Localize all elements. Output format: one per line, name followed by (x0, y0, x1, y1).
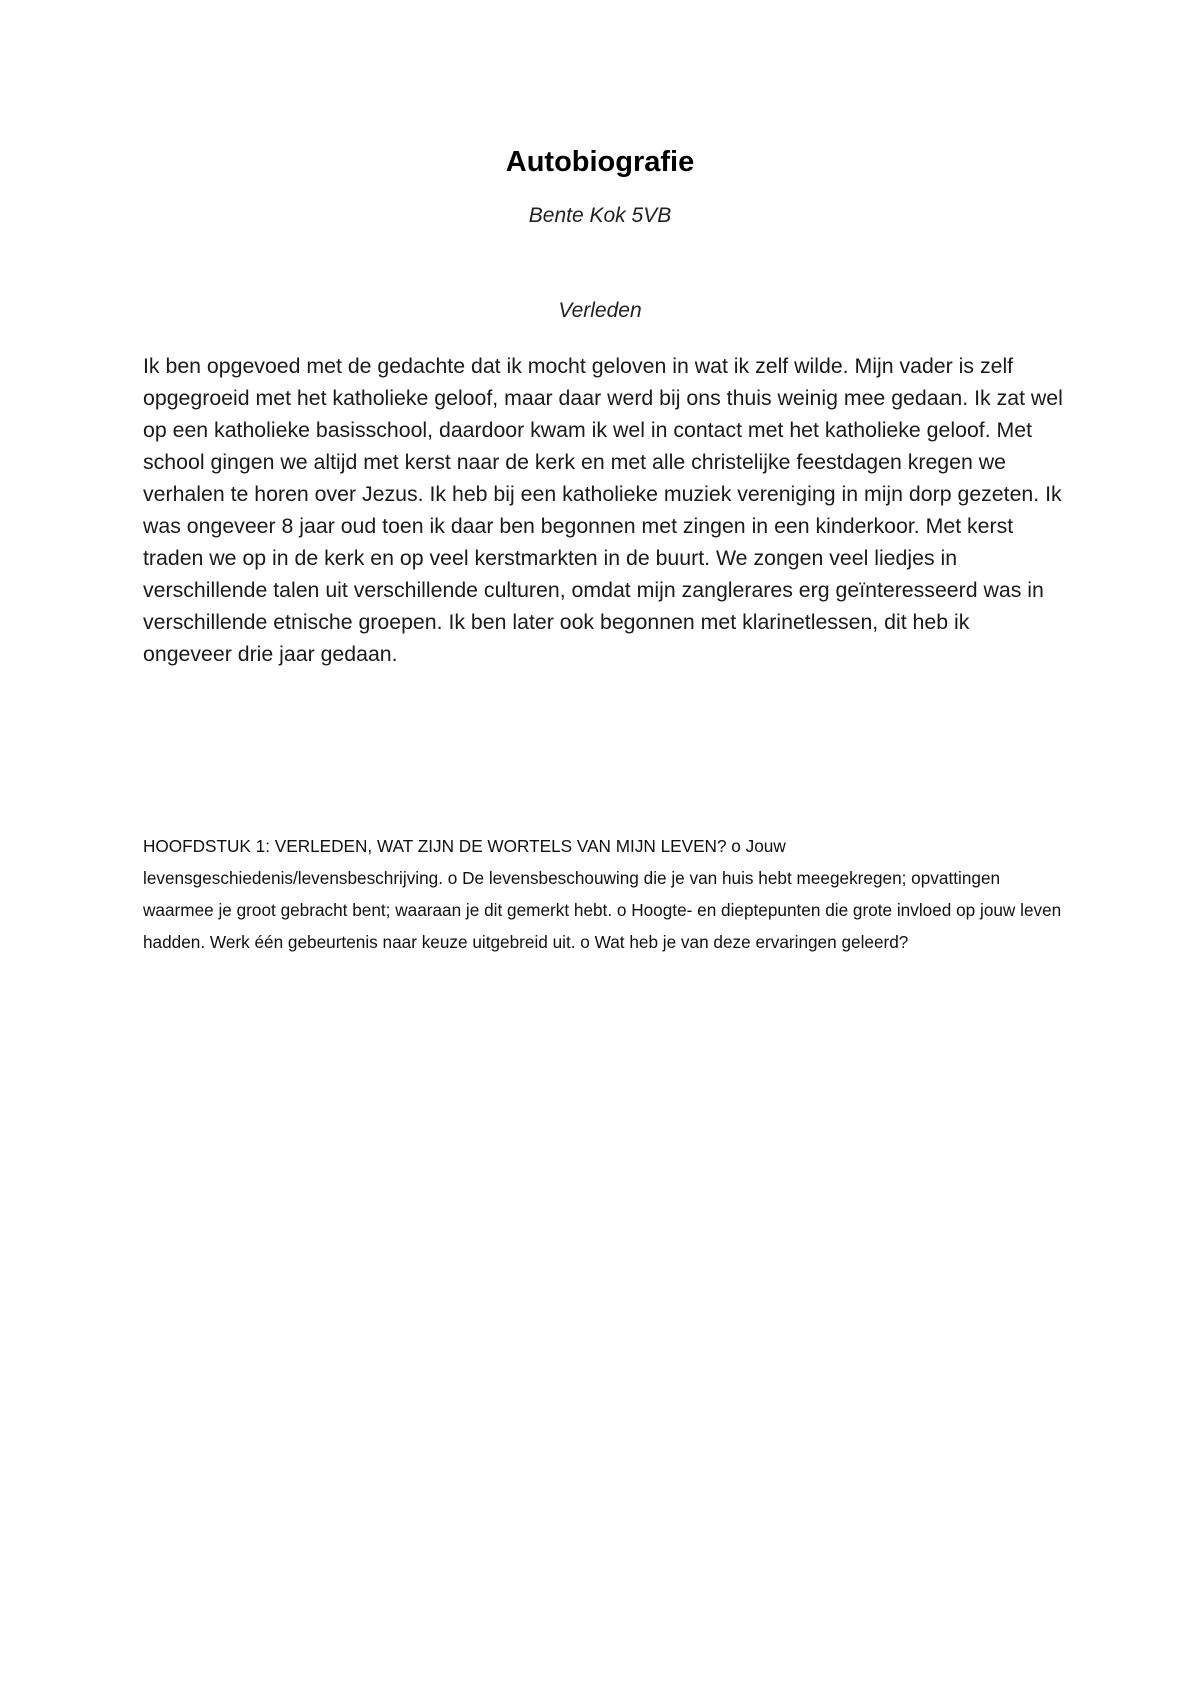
section-heading: Verleden (558, 299, 642, 322)
body-paragraph: Ik ben opgevoed met de gedachte dat ik mocht geloven in wat ik zelf wilde. Mijn vader is zelf opgegroeid met het katholieke geloof, maar daar werd bij ons thuis weinig mee gedaan. Ik zat wel op een katholieke basisschool, daardoor kwam ik wel in contact met het katholieke geloof. Met school gingen we altijd met kerst naar de kerk en met alle christelijke feestdagen kregen we verhalen te horen over Jezus. Ik heb bij een katholieke muziek vereniging in mijn dorp gezeten. Ik was ongeveer 8 jaar oud toen ik daar ben begonnen met zingen in een kinderkoor. Met kerst traden we op in de kerk en op veel kerstmarkten in de buurt. We zongen veel liedjes in verschillende talen uit verschillende culturen, omdat mijn zanglerares erg geïnteresseerd was in verschillende etnische groepen. Ik ben later ook begonnen met klarinetlessen, dit heb ik ongeveer drie jaar gedaan. (143, 354, 1063, 666)
document-title: Autobiografie (505, 146, 695, 178)
author-line: Bente Kok 5VB (528, 204, 672, 227)
chapter-assignment-text: HOOFDSTUK 1: VERLEDEN, WAT ZIJN DE WORTELS VAN MIJN LEVEN? o Jouw levensgeschiedenis/levensbeschrijving. o De levensbeschouwing die je van huis hebt meegekregen; opvattingen waarmee je groot gebracht bent; waaraan je dit gemerkt hebt. o Hoogte- en dieptepunten die grote invloed op jouw leven hadden. Werk één gebeurtenis naar keuze uitgebreid uit. o Wat heb je van deze ervaringen geleerd? (143, 836, 1062, 952)
